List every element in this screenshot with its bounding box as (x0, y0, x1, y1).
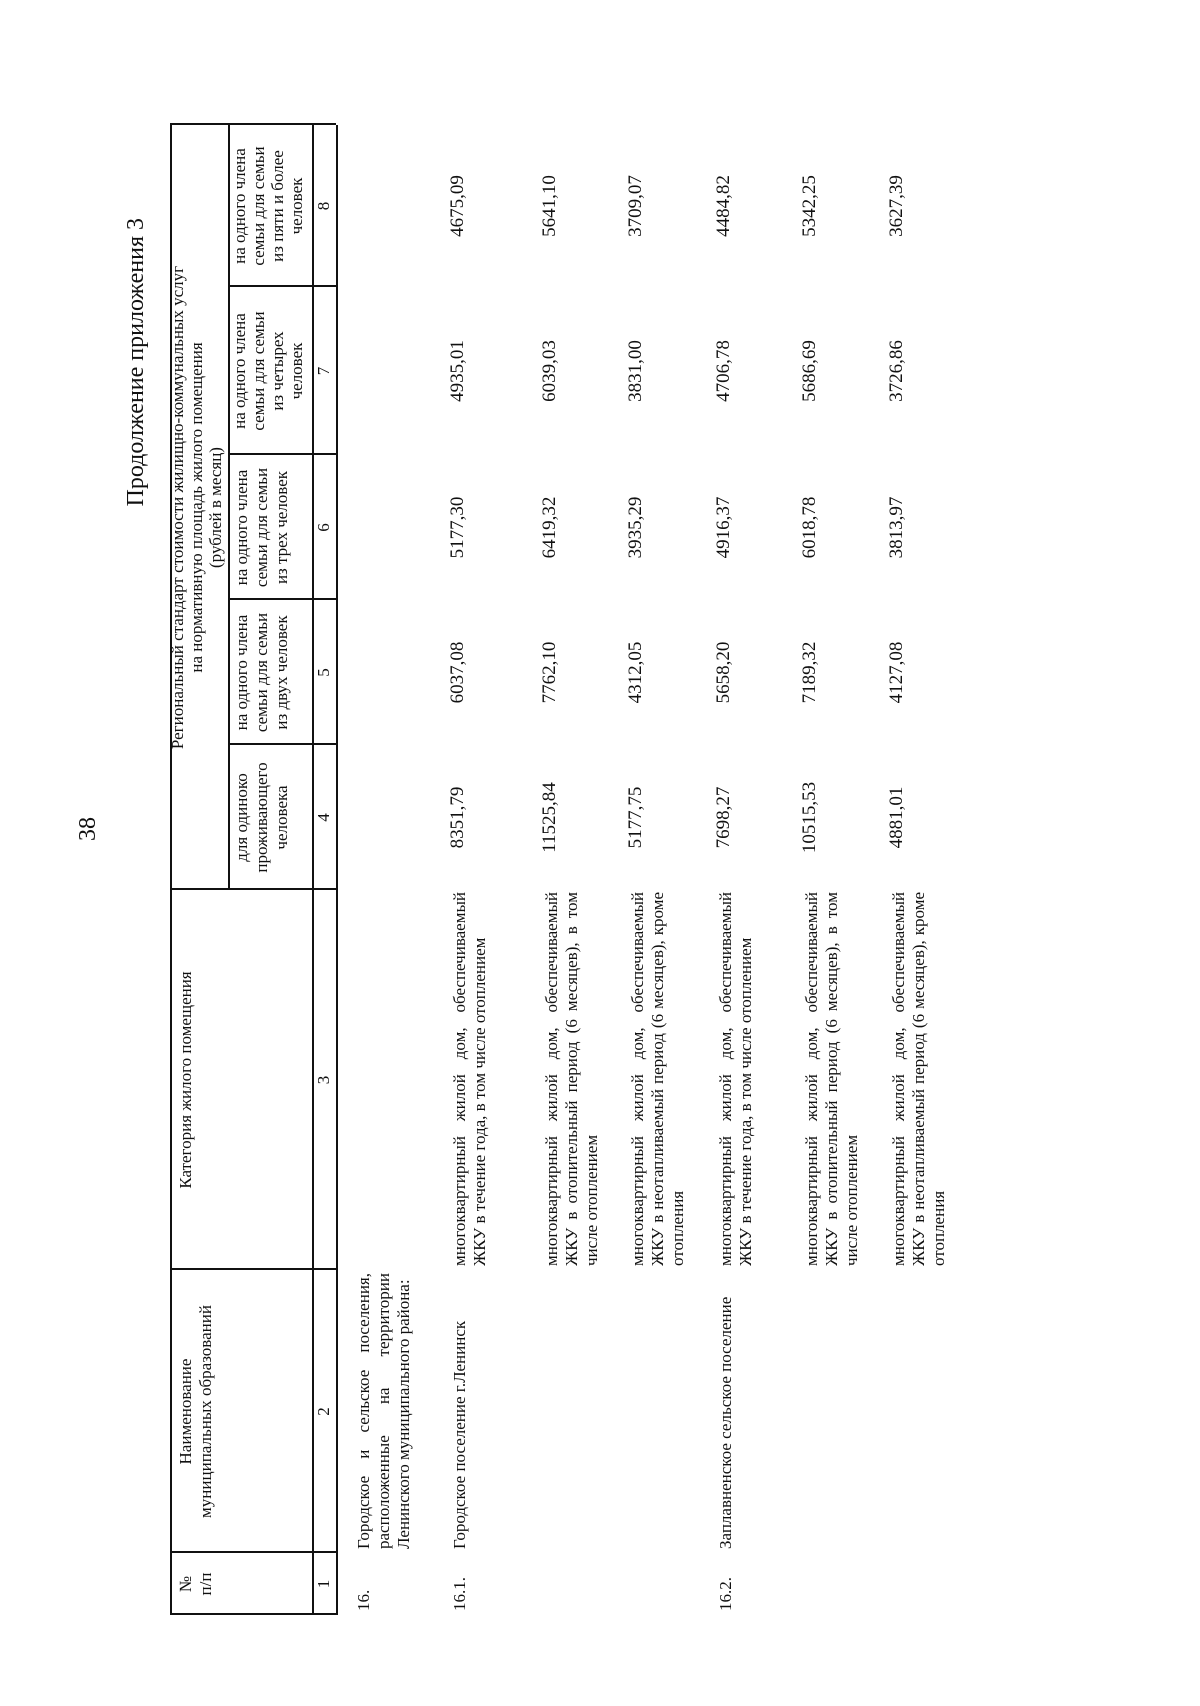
value-cell: 4706,78 (713, 340, 734, 402)
row-category: многоквартирный жилой дом, обеспечиваемый ЖКУ в отопительный период (6 месяцев), в том числе отоплением (542, 892, 601, 1266)
value-cell: 3627,39 (886, 175, 907, 237)
value-cell: 7189,32 (799, 641, 820, 704)
value-cell: 3813,97 (886, 496, 907, 559)
column-number: 4 (314, 813, 333, 822)
value-cell: 6037,08 (447, 641, 468, 704)
section-name: Городское и сельское поселения, расположенные на территории Ленинского муниципального района: (354, 1273, 413, 1549)
header-col4: для одиноко проживающего человека (232, 762, 291, 873)
group-num: 16.2. (716, 1577, 735, 1611)
value-cell: 6018,78 (799, 496, 820, 559)
header-col7: на одного члена семьи для семьи из четырех человек (230, 311, 306, 431)
value-cell: 5177,75 (625, 786, 646, 849)
section-num: 16. (354, 1589, 373, 1611)
column-number: 1 (314, 1579, 333, 1589)
value-cell: 6419,32 (539, 496, 560, 559)
value-cell: 11525,84 (539, 782, 560, 853)
value-cell: 4675,09 (447, 175, 468, 237)
column-number: 5 (314, 668, 333, 677)
value-cell: 4127,08 (886, 641, 907, 704)
value-cell: 4312,05 (625, 641, 646, 704)
group-name: Заплавненское сельское поселение (716, 1296, 735, 1549)
value-cell: 5177,30 (447, 496, 468, 559)
row-category: многоквартирный жилой дом, обеспечиваемый ЖКУ в течение года, в том числе отоплением (716, 892, 755, 1266)
value-cell: 4881,01 (886, 786, 907, 849)
group-num: 16.1. (450, 1577, 469, 1611)
numbers-bottom-line (336, 125, 338, 1615)
value-cell: 5686,69 (799, 340, 820, 402)
column-number: 7 (314, 366, 333, 376)
row-category: многоквартирный жилой дом, обеспечиваемый ЖКУ в неотапливаемый период (6 месяцев), кроме отопления (889, 892, 948, 1266)
continuation-label: Продолжение приложения 3 (123, 218, 149, 507)
column-number: 6 (314, 523, 333, 532)
value-cell: 3726,86 (886, 340, 907, 402)
value-cell: 5641,10 (539, 175, 560, 237)
page-number: 38 (75, 817, 101, 841)
column-number: 3 (314, 1075, 333, 1085)
header-col5: на одного члена семьи для семьи из двух человек (232, 612, 291, 733)
value-cell: 5342,25 (799, 175, 820, 237)
header-num: № п/п (176, 1572, 215, 1596)
value-cell: 5658,20 (713, 641, 734, 704)
value-cell: 3831,00 (625, 340, 646, 402)
column-number: 8 (314, 201, 333, 211)
header-name: Наименование муниципальных образований (176, 1305, 215, 1518)
value-cell: 4484,82 (713, 175, 734, 237)
row-category: многоквартирный жилой дом, обеспечиваемый ЖКУ в неотапливаемый период (6 месяцев), кроме отопления (628, 892, 687, 1266)
header-col8: на одного члена семьи для семьи из пяти и более человек (230, 146, 306, 266)
value-cell: 4916,37 (713, 496, 734, 559)
group-name: Городское поселение г.Ленинск (450, 1320, 469, 1549)
value-cell: 8351,79 (447, 786, 468, 849)
header-category: Категория жилого помещения (176, 971, 195, 1189)
value-cell: 7762,10 (539, 641, 560, 704)
header-col6: на одного члена семьи для семьи из трех человек (232, 467, 291, 588)
value-cell: 4935,01 (447, 340, 468, 402)
value-cell: 3709,07 (625, 175, 646, 237)
row-category: многоквартирный жилой дом, обеспечиваемый ЖКУ в отопительный период (6 месяцев), в том числе отоплением (802, 892, 861, 1266)
value-cell: 3935,29 (625, 496, 646, 559)
column-number: 2 (314, 1407, 333, 1416)
value-cell: 6039,03 (539, 340, 560, 402)
value-cell: 10515,53 (799, 781, 820, 854)
header-standard: Региональный стандарт стоимости жилищно-коммунальных услуг на нормативную площадь жилого помещения (рублей в месяц) (168, 265, 225, 750)
value-cell: 7698,27 (713, 786, 734, 849)
row-category: многоквартирный жилой дом, обеспечиваемый ЖКУ в течение года, в том числе отоплением (450, 892, 489, 1266)
